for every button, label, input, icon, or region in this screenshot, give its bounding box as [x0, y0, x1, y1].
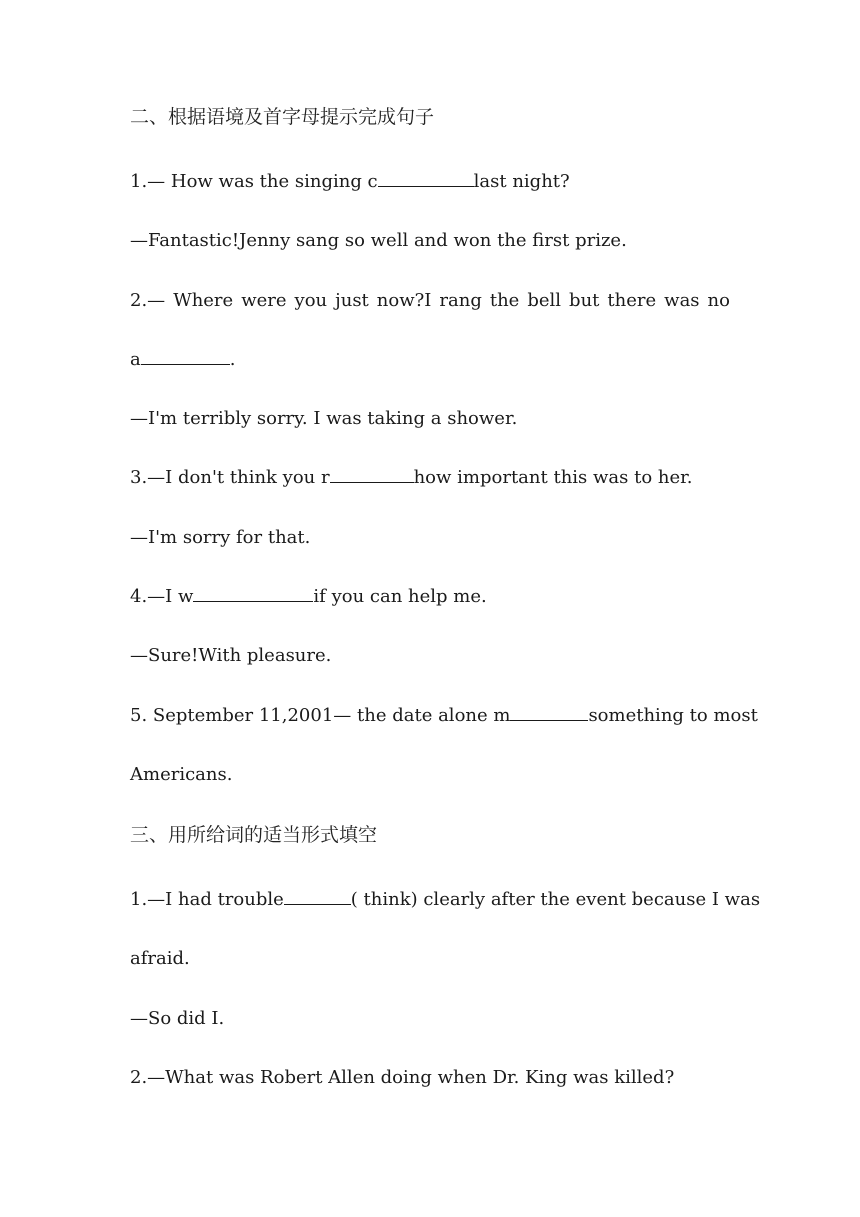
s2-question-3: [130, 466, 692, 490]
s2-q2-word: no: [707, 290, 730, 311]
s2-q2-word: rang: [439, 290, 482, 311]
s2-q5-text-after: something to most: [588, 705, 758, 726]
s2-q2-cont-after: .: [229, 349, 236, 370]
s2-q1-blank[interactable]: [378, 170, 474, 187]
s2-q2-word: the: [489, 290, 520, 311]
s2-q2-word: were: [241, 290, 287, 311]
s2-q2-response: —I'm terribly sorry. I was taking a shower.: [130, 408, 518, 429]
s2-q2-word: bell: [527, 290, 562, 311]
section-2-heading: 二、根据语境及首字母提示完成句子: [130, 106, 435, 128]
s3-question-1: [130, 888, 760, 912]
s2-q1-response: —Fantastic!Jenny sang so well and won the first prize.: [130, 230, 627, 251]
s2-question-2: [130, 289, 730, 313]
s2-q2-word: just: [335, 290, 369, 311]
s2-q3-response: —I'm sorry for that.: [130, 527, 311, 548]
s2-q2-word: was: [664, 290, 700, 311]
s2-question-4: [130, 585, 487, 609]
s2-q4-text-after: if you can help me.: [313, 586, 487, 607]
s2-q2-blank[interactable]: [141, 348, 230, 365]
s2-q4-text-before: 4.—I w: [130, 586, 194, 607]
s2-q2-word: you: [294, 290, 328, 311]
s2-question-5: [130, 704, 758, 728]
s3-q1-continuation: afraid.: [130, 948, 190, 969]
s2-q5-text-before: 5. September 11,2001— the date alone m: [130, 705, 511, 726]
s2-q3-blank[interactable]: [330, 466, 414, 483]
s2-q2-cont-before: a: [130, 349, 141, 370]
s3-q1-text-before: 1.—I had trouble: [130, 889, 284, 910]
s2-q2-word: Where: [173, 290, 234, 311]
s3-q1-response: —So did I.: [130, 1008, 225, 1029]
s2-q1-text-before: 1.— How was the singing c: [130, 171, 378, 192]
s2-q5-continuation: Americans.: [130, 764, 233, 785]
s2-q2-word: but: [569, 290, 600, 311]
s2-q2-word: now?I: [376, 290, 432, 311]
s2-q2-word: there: [607, 290, 657, 311]
s2-q2-continuation: [130, 348, 235, 372]
s2-q3-text-before: 3.—I don't think you r: [130, 467, 330, 488]
s2-q4-blank[interactable]: [193, 585, 313, 602]
s3-question-2: 2.—What was Robert Allen doing when Dr. King was killed?: [130, 1067, 675, 1088]
s2-q2-word: 2.—: [130, 290, 166, 311]
s2-question-1: [130, 170, 570, 194]
s2-q1-text-after: last night?: [473, 171, 570, 192]
s3-q1-blank[interactable]: [284, 888, 351, 905]
s2-q5-blank[interactable]: [510, 704, 588, 721]
section-3-heading: 三、用所给词的适当形式填空: [130, 824, 378, 846]
s3-q1-text-after: ( think) clearly after the event because I was: [350, 889, 761, 910]
s2-q4-response: —Sure!With pleasure.: [130, 645, 332, 666]
s2-q3-text-after: how important this was to her.: [413, 467, 693, 488]
